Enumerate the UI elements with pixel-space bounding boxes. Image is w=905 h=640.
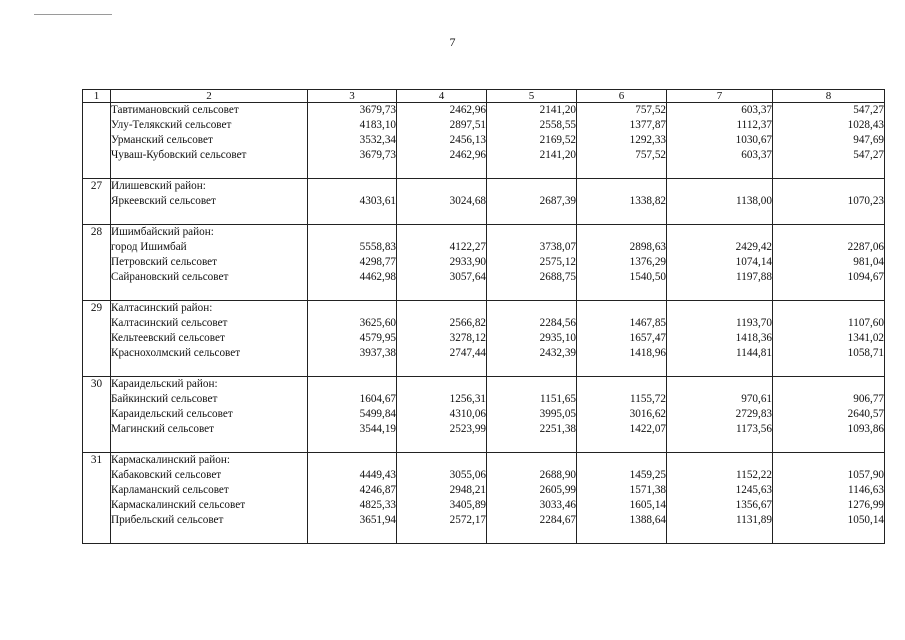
territory-name: Краснохолмский сельсовет bbox=[111, 347, 241, 359]
value bbox=[397, 361, 486, 376]
territory-name: Караидельский район: bbox=[111, 378, 218, 390]
value bbox=[577, 285, 666, 300]
value-cell-col-4 bbox=[397, 301, 487, 377]
value bbox=[308, 528, 396, 543]
value: 1341,02 bbox=[847, 332, 884, 344]
value bbox=[667, 225, 772, 240]
value-cell-col-4 bbox=[397, 103, 487, 179]
value: 2456,13 bbox=[449, 134, 486, 146]
value bbox=[308, 225, 396, 240]
value: 3995,05 bbox=[539, 408, 576, 420]
value-cell-col-8 bbox=[773, 103, 885, 179]
value: 5558,83 bbox=[359, 241, 396, 253]
value bbox=[308, 361, 396, 376]
name-cell bbox=[111, 179, 308, 225]
column-header: 2 bbox=[111, 90, 308, 103]
table-row-group bbox=[83, 179, 885, 225]
value: 2640,57 bbox=[847, 408, 884, 420]
value: 1131,89 bbox=[736, 514, 772, 526]
value bbox=[667, 163, 772, 178]
value bbox=[397, 163, 486, 178]
value bbox=[577, 377, 666, 392]
value: 2169,52 bbox=[539, 134, 576, 146]
header-row bbox=[83, 90, 885, 103]
value bbox=[577, 179, 666, 194]
table-row-group bbox=[83, 377, 885, 453]
value: 947,69 bbox=[853, 134, 884, 146]
value bbox=[773, 163, 884, 178]
value: 1459,25 bbox=[629, 469, 666, 481]
value: 4462,98 bbox=[359, 271, 396, 283]
territory-name bbox=[111, 437, 307, 452]
value: 981,04 bbox=[853, 256, 884, 268]
value: 1058,71 bbox=[847, 347, 884, 359]
value bbox=[308, 163, 396, 178]
value: 5499,84 bbox=[359, 408, 396, 420]
value: 3679,73 bbox=[359, 149, 396, 161]
value: 2575,12 bbox=[539, 256, 576, 268]
value bbox=[397, 179, 486, 194]
value: 2747,44 bbox=[449, 347, 486, 359]
name-cell bbox=[111, 301, 308, 377]
row-number: 30 bbox=[83, 377, 111, 453]
value bbox=[773, 361, 884, 376]
value: 4310,06 bbox=[449, 408, 486, 420]
value-cell-col-6 bbox=[577, 377, 667, 453]
value: 4449,43 bbox=[359, 469, 396, 481]
value: 4579,95 bbox=[359, 332, 396, 344]
value: 1418,96 bbox=[629, 347, 666, 359]
value bbox=[667, 528, 772, 543]
value: 2523,99 bbox=[449, 423, 486, 435]
value: 2897,51 bbox=[449, 119, 486, 131]
table-row-group bbox=[83, 301, 885, 377]
value bbox=[577, 225, 666, 240]
value-cell-col-7 bbox=[667, 377, 773, 453]
value bbox=[667, 209, 772, 224]
territory-name: Илишевский район: bbox=[111, 180, 206, 192]
value bbox=[487, 377, 576, 392]
value: 3016,62 bbox=[629, 408, 666, 420]
value: 2432,39 bbox=[539, 347, 576, 359]
value: 4183,10 bbox=[359, 119, 396, 131]
value-cell-col-6 bbox=[577, 103, 667, 179]
name-cell bbox=[111, 377, 308, 453]
value: 1057,90 bbox=[847, 469, 884, 481]
value: 1050,14 bbox=[847, 514, 884, 526]
value: 2687,39 bbox=[539, 195, 576, 207]
value bbox=[308, 437, 396, 452]
value bbox=[397, 437, 486, 452]
value bbox=[397, 528, 486, 543]
value bbox=[308, 179, 396, 194]
value: 2898,63 bbox=[629, 241, 666, 253]
value-cell-col-7 bbox=[667, 301, 773, 377]
table-row-group bbox=[83, 103, 885, 179]
column-header: 8 bbox=[773, 90, 885, 103]
territory-name: Кабаковский сельсовет bbox=[111, 469, 222, 481]
value: 1388,64 bbox=[629, 514, 666, 526]
value-cell-col-6 bbox=[577, 453, 667, 544]
value bbox=[308, 453, 396, 468]
value bbox=[667, 285, 772, 300]
value bbox=[577, 301, 666, 316]
value: 4825,33 bbox=[359, 499, 396, 511]
value: 1571,38 bbox=[629, 484, 666, 496]
value: 3033,46 bbox=[539, 499, 576, 511]
value: 757,52 bbox=[635, 149, 666, 161]
territory-name: Петровский сельсовет bbox=[111, 256, 218, 268]
value bbox=[577, 528, 666, 543]
territory-name: Ишимбайский район: bbox=[111, 226, 214, 238]
value: 1093,86 bbox=[847, 423, 884, 435]
value: 1107,60 bbox=[848, 317, 884, 329]
value bbox=[577, 453, 666, 468]
territory-name: Урманский сельсовет bbox=[111, 134, 213, 146]
value: 2287,06 bbox=[847, 241, 884, 253]
territory-name: Прибельский сельсовет bbox=[111, 514, 224, 526]
value-cell-col-3 bbox=[308, 453, 397, 544]
value bbox=[773, 225, 884, 240]
value bbox=[667, 179, 772, 194]
value bbox=[667, 377, 772, 392]
value: 1094,67 bbox=[847, 271, 884, 283]
value bbox=[397, 301, 486, 316]
column-header: 4 bbox=[397, 90, 487, 103]
value: 2141,20 bbox=[539, 104, 576, 116]
value bbox=[397, 225, 486, 240]
name-cell bbox=[111, 103, 308, 179]
value bbox=[773, 437, 884, 452]
value: 3055,06 bbox=[449, 469, 486, 481]
value: 1276,99 bbox=[847, 499, 884, 511]
value: 1292,33 bbox=[629, 134, 666, 146]
value: 3532,34 bbox=[359, 134, 396, 146]
value bbox=[487, 361, 576, 376]
value bbox=[308, 209, 396, 224]
value: 1155,72 bbox=[630, 393, 666, 405]
value-cell-col-5 bbox=[487, 453, 577, 544]
value: 1422,07 bbox=[629, 423, 666, 435]
value bbox=[487, 209, 576, 224]
value: 2566,82 bbox=[449, 317, 486, 329]
value: 3278,12 bbox=[449, 332, 486, 344]
value: 1418,36 bbox=[735, 332, 772, 344]
value bbox=[397, 285, 486, 300]
table-row-group bbox=[83, 225, 885, 301]
value-cell-col-5 bbox=[487, 179, 577, 225]
value: 3651,94 bbox=[359, 514, 396, 526]
value: 2729,83 bbox=[735, 408, 772, 420]
value: 603,37 bbox=[741, 149, 772, 161]
value bbox=[487, 301, 576, 316]
value bbox=[773, 301, 884, 316]
value-cell-col-3 bbox=[308, 225, 397, 301]
value-cell-col-3 bbox=[308, 301, 397, 377]
value: 4246,87 bbox=[359, 484, 396, 496]
value: 970,61 bbox=[741, 393, 772, 405]
value: 1193,70 bbox=[736, 317, 772, 329]
territory-name: Карламанский сельсовет bbox=[111, 484, 229, 496]
value-cell-col-6 bbox=[577, 179, 667, 225]
value: 2558,55 bbox=[539, 119, 576, 131]
value bbox=[308, 285, 396, 300]
territory-name: Калтасинский район: bbox=[111, 302, 213, 314]
territory-name: Кельтеевский сельсовет bbox=[111, 332, 225, 344]
value-cell-col-7 bbox=[667, 453, 773, 544]
territory-name bbox=[111, 209, 307, 224]
column-header: 1 bbox=[83, 90, 111, 103]
value bbox=[667, 301, 772, 316]
territory-name: Магинский сельсовет bbox=[111, 423, 215, 435]
value bbox=[577, 361, 666, 376]
value: 1146,63 bbox=[848, 484, 884, 496]
column-header: 3 bbox=[308, 90, 397, 103]
value: 2284,56 bbox=[539, 317, 576, 329]
value-cell-col-4 bbox=[397, 453, 487, 544]
value bbox=[577, 163, 666, 178]
value-cell-col-6 bbox=[577, 225, 667, 301]
value bbox=[773, 209, 884, 224]
value-cell-col-5 bbox=[487, 301, 577, 377]
territory-name bbox=[111, 361, 307, 376]
value: 3057,64 bbox=[449, 271, 486, 283]
column-header: 5 bbox=[487, 90, 577, 103]
value bbox=[397, 453, 486, 468]
value-cell-col-6 bbox=[577, 301, 667, 377]
value: 1467,85 bbox=[629, 317, 666, 329]
value bbox=[308, 377, 396, 392]
value: 757,52 bbox=[635, 104, 666, 116]
value bbox=[773, 377, 884, 392]
value: 3024,68 bbox=[449, 195, 486, 207]
value: 2688,75 bbox=[539, 271, 576, 283]
value-cell-col-8 bbox=[773, 453, 885, 544]
data-table bbox=[82, 89, 885, 544]
territory-name: Яркеевский сельсовет bbox=[111, 195, 216, 207]
value-cell-col-4 bbox=[397, 179, 487, 225]
value: 2688,90 bbox=[539, 469, 576, 481]
value: 3937,38 bbox=[359, 347, 396, 359]
territory-name: Калтасинский сельсовет bbox=[111, 317, 228, 329]
page-number: 7 bbox=[449, 35, 456, 49]
value bbox=[773, 285, 884, 300]
territory-name: Тавтимановский сельсовет bbox=[111, 104, 239, 116]
value: 1377,87 bbox=[629, 119, 666, 131]
value-cell-col-3 bbox=[308, 377, 397, 453]
value: 547,27 bbox=[853, 104, 884, 116]
territory-name: Сайрановский сельсовет bbox=[111, 271, 229, 283]
territory-name: Улу-Телякский сельсовет bbox=[111, 119, 232, 131]
value: 1540,50 bbox=[629, 271, 666, 283]
scan-artifact-line bbox=[34, 14, 112, 15]
column-header: 7 bbox=[667, 90, 773, 103]
value bbox=[773, 453, 884, 468]
value: 1356,67 bbox=[735, 499, 772, 511]
row-number: 27 bbox=[83, 179, 111, 225]
value bbox=[667, 453, 772, 468]
territory-name bbox=[111, 163, 307, 178]
name-cell bbox=[111, 453, 308, 544]
value: 1070,23 bbox=[847, 195, 884, 207]
value: 2935,10 bbox=[539, 332, 576, 344]
territory-name: Байкинский сельсовет bbox=[111, 393, 218, 405]
territory-name: Кармаскалинский район: bbox=[111, 454, 230, 466]
value: 4298,77 bbox=[359, 256, 396, 268]
value: 2605,99 bbox=[539, 484, 576, 496]
value: 1245,63 bbox=[735, 484, 772, 496]
value: 1376,29 bbox=[629, 256, 666, 268]
value: 2948,21 bbox=[449, 484, 486, 496]
value: 3679,73 bbox=[359, 104, 396, 116]
territory-name: город Ишимбай bbox=[111, 241, 187, 253]
value bbox=[667, 361, 772, 376]
value-cell-col-7 bbox=[667, 179, 773, 225]
value-cell-col-8 bbox=[773, 225, 885, 301]
value: 3405,89 bbox=[449, 499, 486, 511]
territory-name bbox=[111, 285, 307, 300]
value bbox=[487, 453, 576, 468]
value bbox=[487, 163, 576, 178]
value: 603,37 bbox=[741, 104, 772, 116]
value bbox=[487, 437, 576, 452]
value bbox=[487, 225, 576, 240]
value: 1144,81 bbox=[736, 347, 772, 359]
name-cell bbox=[111, 225, 308, 301]
value-cell-col-5 bbox=[487, 225, 577, 301]
row-number: 29 bbox=[83, 301, 111, 377]
value: 2284,67 bbox=[539, 514, 576, 526]
value: 4303,61 bbox=[359, 195, 396, 207]
value: 1197,88 bbox=[736, 271, 772, 283]
value-cell-col-4 bbox=[397, 377, 487, 453]
value: 3625,60 bbox=[359, 317, 396, 329]
value: 2429,42 bbox=[735, 241, 772, 253]
row-number: 28 bbox=[83, 225, 111, 301]
value: 1028,43 bbox=[847, 119, 884, 131]
territory-name: Караидельский сельсовет bbox=[111, 408, 233, 420]
value: 2933,90 bbox=[449, 256, 486, 268]
value bbox=[773, 179, 884, 194]
value-cell-col-3 bbox=[308, 103, 397, 179]
value-cell-col-7 bbox=[667, 103, 773, 179]
value: 1152,22 bbox=[736, 469, 772, 481]
table-row-group bbox=[83, 453, 885, 544]
territory-name bbox=[111, 528, 307, 543]
row-number: 31 bbox=[83, 453, 111, 544]
value-cell-col-8 bbox=[773, 179, 885, 225]
value: 1151,65 bbox=[540, 393, 576, 405]
column-header: 6 bbox=[577, 90, 667, 103]
territory-name: Кармаскалинский сельсовет bbox=[111, 499, 246, 511]
value: 2462,96 bbox=[449, 149, 486, 161]
value: 906,77 bbox=[853, 393, 884, 405]
value-cell-col-8 bbox=[773, 377, 885, 453]
value: 1256,31 bbox=[449, 393, 486, 405]
value: 1605,14 bbox=[629, 499, 666, 511]
value bbox=[487, 528, 576, 543]
value: 2251,38 bbox=[539, 423, 576, 435]
value: 1138,00 bbox=[736, 195, 772, 207]
value: 1074,14 bbox=[735, 256, 772, 268]
value bbox=[487, 285, 576, 300]
value-cell-col-3 bbox=[308, 179, 397, 225]
value: 1112,37 bbox=[736, 119, 772, 131]
value-cell-col-7 bbox=[667, 225, 773, 301]
value bbox=[308, 301, 396, 316]
row-number bbox=[83, 103, 111, 179]
value: 3544,19 bbox=[359, 423, 396, 435]
value: 1604,67 bbox=[359, 393, 396, 405]
value bbox=[773, 528, 884, 543]
value-cell-col-5 bbox=[487, 377, 577, 453]
value bbox=[397, 209, 486, 224]
value-cell-col-8 bbox=[773, 301, 885, 377]
value: 2572,17 bbox=[449, 514, 486, 526]
value: 1338,82 bbox=[629, 195, 666, 207]
value bbox=[577, 209, 666, 224]
value: 1030,67 bbox=[735, 134, 772, 146]
value bbox=[667, 437, 772, 452]
value: 547,27 bbox=[853, 149, 884, 161]
territory-name: Чуваш-Кубовский сельсовет bbox=[111, 149, 247, 161]
value: 2462,96 bbox=[449, 104, 486, 116]
value: 1173,56 bbox=[736, 423, 772, 435]
value: 1657,47 bbox=[629, 332, 666, 344]
value: 4122,27 bbox=[449, 241, 486, 253]
value: 2141,20 bbox=[539, 149, 576, 161]
value: 3738,07 bbox=[539, 241, 576, 253]
value bbox=[397, 377, 486, 392]
value-cell-col-5 bbox=[487, 103, 577, 179]
value-cell-col-4 bbox=[397, 225, 487, 301]
value bbox=[487, 179, 576, 194]
value bbox=[577, 437, 666, 452]
